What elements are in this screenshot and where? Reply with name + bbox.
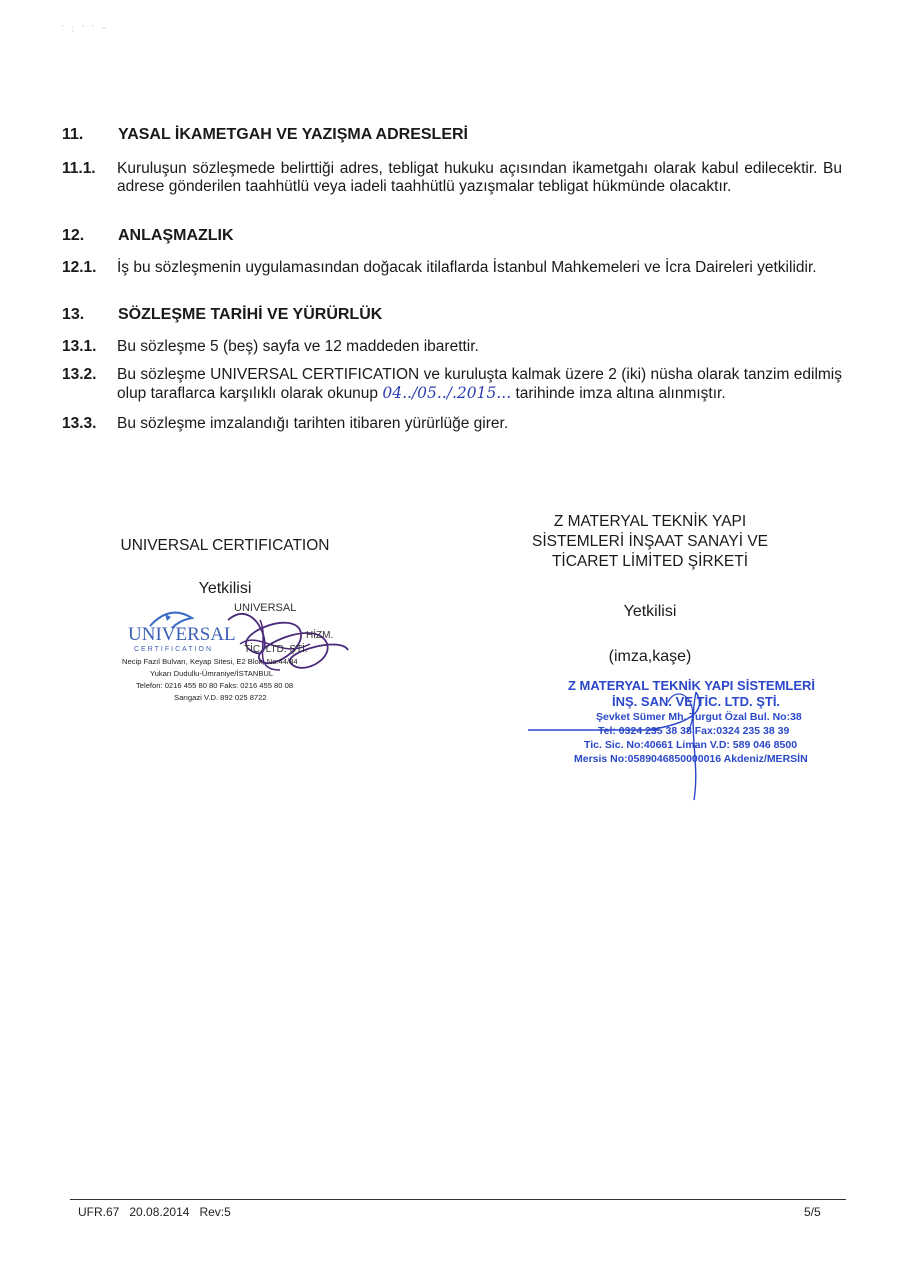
clause-text: Bu sözleşme 5 (beş) sayfa ve 12 maddeden ibarettir. <box>117 338 479 355</box>
clause-text <box>117 366 842 403</box>
stamp-logo-word: UNIVERSAL <box>128 624 236 645</box>
stamp-tax: Sarıgazi V.D. 892 025 8722 <box>174 693 267 702</box>
clause-number: 11.1. <box>62 160 96 177</box>
footer-revision: Rev:5 <box>199 1205 231 1219</box>
stamp-company-fragment3: TİC. LTD. ŞTİ. <box>244 644 308 655</box>
section-title: YASAL İKAMETGAH VE YAZIŞMA ADRESLERİ <box>118 126 468 143</box>
right-party-name <box>520 512 780 572</box>
zstamp-line2: İNŞ. SAN. VE TİC. LTD. ŞTİ. <box>612 694 781 709</box>
left-party-name: UNIVERSAL CERTIFICATION <box>120 537 330 554</box>
right-party-name-line3: TİCARET LİMİTED ŞİRKETİ <box>551 553 749 570</box>
scan-marks: ' ; ' ' ~ <box>62 24 110 33</box>
clause-text: İş bu sözleşmenin uygulamasından doğacak itilaflarda İstanbul Mahkemeleri ve İcra Daireleri yetkilidir. <box>117 259 817 276</box>
zstamp-line1: Z MATERYAL TEKNİK YAPI SİSTEMLERİ <box>568 678 816 693</box>
section-number: 12. <box>62 227 85 244</box>
zstamp-line6: Mersis No:0589046850000016 Akdeniz/MERSİN <box>574 753 808 765</box>
stamp-address1: Necip Fazıl Bulvarı, Keyap Sitesi, E2 Blok, No:44/84 <box>122 657 298 666</box>
stamp-phone: Telefon: 0216 455 80 80 Faks: 0216 455 80 08 <box>136 681 294 690</box>
zstamp-line4: Tel: 0324 235 38 38 Fax:0324 235 38 39 <box>598 725 790 737</box>
clause-number: 13.1. <box>62 338 97 355</box>
clause-12-1 <box>62 259 842 277</box>
right-party-role: Yetkilisi <box>623 603 677 620</box>
clause-13-1 <box>62 338 842 356</box>
zstamp-line5: Tic. Sic. No:40661 Liman V.D: 589 046 8500 <box>584 739 798 751</box>
clause-13-3 <box>62 415 842 433</box>
footer-form-info <box>78 1205 231 1219</box>
stamp-address2: Yukarı Dudullu-Ümraniye/İSTANBUL <box>150 669 274 678</box>
section-title: ANLAŞMAZLIK <box>118 227 234 244</box>
section-13-heading <box>62 306 382 324</box>
left-party-role: Yetkilisi <box>198 580 252 597</box>
right-party-sign-note: (imza,kaşe) <box>608 648 692 665</box>
footer-form-code: UFR.67 <box>78 1205 120 1219</box>
footer-page-number: 5/5 <box>804 1205 821 1219</box>
universal-stamp <box>110 600 360 710</box>
section-12-heading <box>62 227 234 245</box>
stamp-company-fragment2: HİZM. <box>306 630 334 641</box>
zstamp-line3: Şevket Sümer Mh. Turgut Özal Bul. No:38 <box>596 711 802 723</box>
section-11-heading <box>62 126 468 144</box>
right-party-name-line1: Z MATERYAL TEKNİK YAPI <box>553 513 747 530</box>
stamp-company-fragment: UNIVERSAL <box>234 602 297 614</box>
clause-number: 12.1. <box>62 259 97 276</box>
clause-text: Bu sözleşme imzalandığı tarihten itibaren yürürlüğe girer. <box>117 415 509 432</box>
footer-date: 20.08.2014 <box>129 1205 190 1219</box>
clause-text: Kuruluşun sözleşmede belirttiği adres, tebligat hukuku açısından ikametgahı olarak kabul edilecektir. Bu adrese gönderilen taahhütlü veya iadeli taahhütlü yazışmalar tebligat hükmünde olacaktır. <box>117 160 842 195</box>
section-number: 11. <box>62 126 84 143</box>
clause-number: 13.3. <box>62 415 97 432</box>
clause-13-2 <box>62 366 842 403</box>
clause-text-after: tarihinde imza altına alınmıştır. <box>515 385 726 402</box>
clause-number: 13.2. <box>62 366 97 383</box>
stamp-logo-sub: CERTIFICATION <box>134 646 214 653</box>
handwritten-date: 04../05../.2015... <box>382 384 512 402</box>
zmateryal-stamp <box>528 672 818 802</box>
section-title: SÖZLEŞME TARİHİ VE YÜRÜRLÜK <box>118 306 383 323</box>
footer-divider <box>70 1199 846 1200</box>
section-number: 13. <box>62 306 85 323</box>
clause-11-1 <box>62 160 842 196</box>
clause-text-before: Bu sözleşme UNIVERSAL CERTIFICATION ve kuruluşta kalmak üzere 2 (iki) nüsha olarak tanzim edilmiş olup taraflarca karşılıklı olarak okunup <box>117 366 842 402</box>
right-party-name-line2: SİSTEMLERİ İNŞAAT SANAYİ VE <box>531 533 768 550</box>
